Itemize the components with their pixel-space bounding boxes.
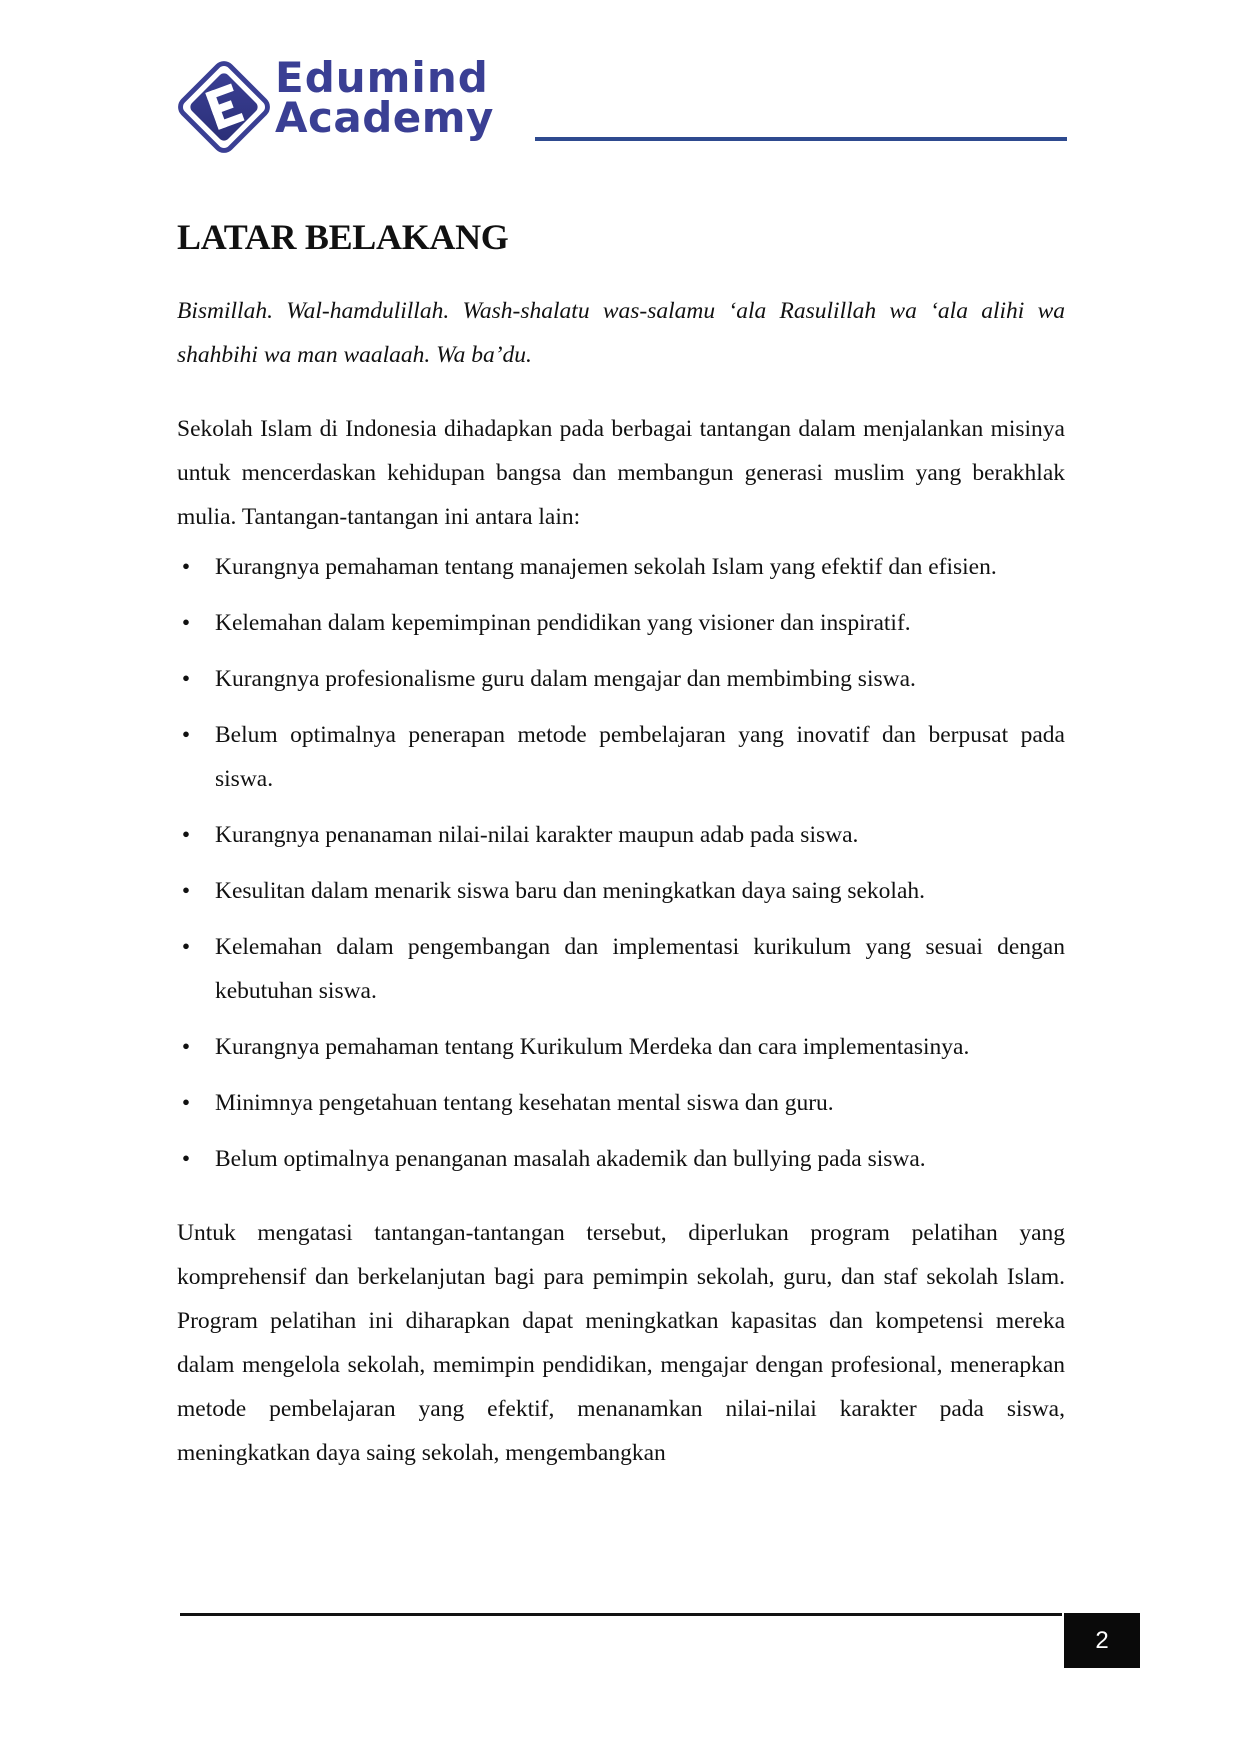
list-item — [177, 813, 1065, 857]
list-item-text: Kesulitan dalam menarik siswa baru dan meningkatkan daya saing sekolah. — [215, 878, 926, 904]
list-item — [177, 657, 1065, 701]
section-title: LATAR BELAKANG — [177, 217, 509, 257]
list-item-text: Kurangnya pemahaman tentang manajemen sekolah Islam yang efektif dan efisien. — [215, 554, 997, 580]
page-number: 2 — [1064, 1613, 1140, 1668]
list-item-text: Belum optimalnya penerapan metode pembelajaran yang inovatif dan berpusat pada siswa. — [215, 722, 1065, 792]
page-header — [175, 53, 1075, 158]
list-item-text: Kurangnya profesionalisme guru dalam mengajar dan membimbing siswa. — [215, 666, 916, 692]
bullet-icon: • — [181, 554, 191, 580]
document-body — [177, 215, 1065, 1481]
list-item-text: Kurangnya pemahaman tentang Kurikulum Merdeka dan cara implementasinya. — [215, 1034, 970, 1060]
footer-divider — [180, 1613, 1062, 1616]
bullet-icon: • — [181, 878, 191, 904]
brand-wordmark — [275, 53, 494, 142]
brand-name-line2: Academy — [275, 93, 494, 142]
bullet-icon: • — [181, 1146, 191, 1172]
list-item — [177, 713, 1065, 801]
challenges-list — [177, 545, 1065, 1181]
list-item-text: Kelemahan dalam pengembangan dan implementasi kurikulum yang sesuai dengan kebutuhan siswa. — [215, 934, 1065, 1004]
list-item — [177, 869, 1065, 913]
list-item-text: Kelemahan dalam kepemimpinan pendidikan yang visioner dan inspiratif. — [215, 610, 911, 636]
list-item — [177, 925, 1065, 1013]
bullet-icon: • — [181, 666, 191, 692]
list-item — [177, 601, 1065, 645]
bullet-icon: • — [181, 610, 191, 636]
list-item-text: Belum optimalnya penanganan masalah akademik dan bullying pada siswa. — [215, 1146, 926, 1172]
bullet-icon: • — [181, 822, 191, 848]
diamond-e-logo-icon — [175, 58, 273, 156]
conclusion-paragraph: Untuk mengatasi tantangan-tantangan tersebut, diperlukan program pelatihan yang komprehensif dan berkelanjutan bagi para pemimpin sekolah, guru, dan staf sekolah Islam. Program pelatihan ini diharapkan dapat meningkatkan kapasitas dan kompetensi mereka dalam mengelola sekolah, memimpin pendidikan, mengajar dengan profesional, menerapkan metode pembelajaran yang efektif, menanamkan nilai-nilai karakter pada siswa, meningkatkan daya saing sekolah, mengembangkan — [177, 1220, 1065, 1466]
list-item-text: Minimnya pengetahuan tentang kesehatan mental siswa dan guru. — [215, 1090, 834, 1116]
list-item — [177, 1137, 1065, 1181]
list-item — [177, 1025, 1065, 1069]
brand-name-line1: Edumind — [275, 53, 489, 102]
intro-paragraph: Bismillah. Wal-hamdulillah. Wash-shalatu was-salamu ‘ala Rasulillah wa ‘ala alihi wa shahbihi wa man waalaah. Wa ba’du. — [177, 298, 1065, 368]
list-item — [177, 1081, 1065, 1125]
header-divider — [535, 137, 1067, 141]
context-paragraph: Sekolah Islam di Indonesia dihadapkan pada berbagai tantangan dalam menjalankan misinya untuk mencerdaskan kehidupan bangsa dan membangun generasi muslim yang berakhlak mulia. Tantangan-tantangan ini antara lain: — [177, 416, 1065, 530]
list-item — [177, 545, 1065, 589]
list-item-text: Kurangnya penanaman nilai-nilai karakter maupun adab pada siswa. — [215, 822, 859, 848]
bullet-icon: • — [181, 1090, 191, 1116]
bullet-icon: • — [181, 934, 191, 960]
bullet-icon: • — [181, 722, 191, 748]
bullet-icon: • — [181, 1034, 191, 1060]
